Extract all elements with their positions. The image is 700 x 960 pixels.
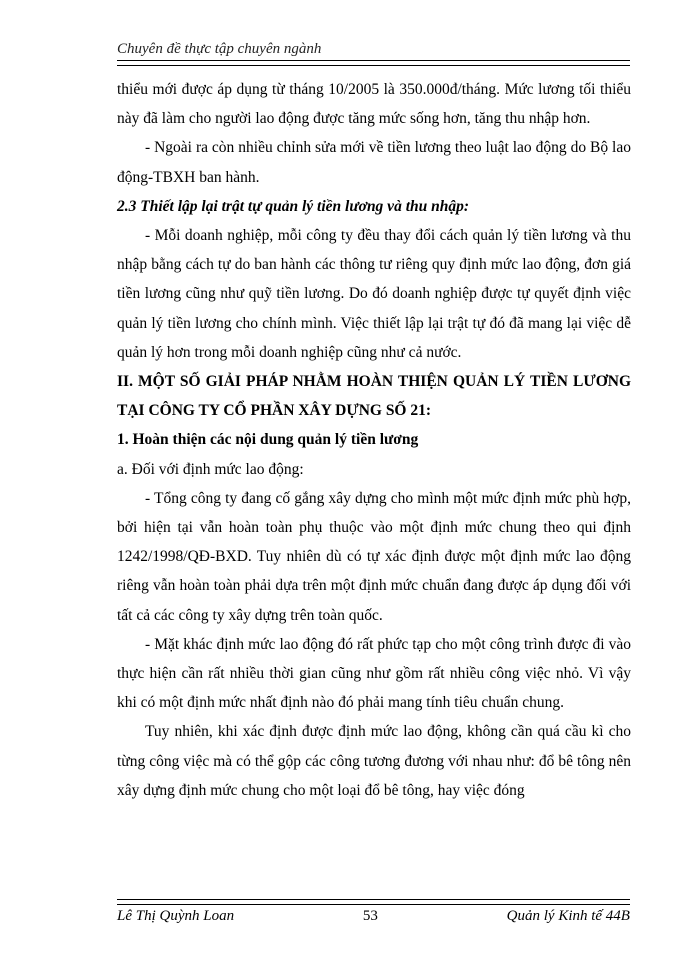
paragraph-continuation: thiểu mới được áp dụng từ tháng 10/2005 là 350.000đ/tháng. Mức lương tối thiểu này đã làm cho người lao động được tăng mức sống hơn, tăng thu nhập hơn. <box>117 81 631 128</box>
paragraph-labor-law: - Ngoài ra còn nhiều chỉnh sửa mới về tiền lương theo luật lao động do Bộ lao động-TBXH ban hành. <box>117 139 631 186</box>
paragraph-norm-2: - Mặt khác định mức lao động đó rất phức tạp cho một công trình được đi vào thực hiện cần rất nhiều thời gian cũng như gồm rất nhiều công việc nhỏ. Vì vậy khi có một định mức nhất định nào đó phải mang tính tiêu chuẩn chung. <box>117 635 631 712</box>
paragraph-norm-3: Tuy nhiên, khi xác định được định mức lao động, không cần quá cầu kì cho từng công việc mà có thể gộp các công tương đương với nhau như: đổ bê tông nên xây dựng định mức chung cho một loại đổ bê tông, hay việc đóng <box>117 723 631 799</box>
paragraph-norm-1: - Tổng công ty đang cố gắng xây dựng cho mình một mức định mức phù hợp, bởi hiện tại vẫn hoàn toàn phụ thuộc vào một định mức chung theo qui định 1242/1998/QĐ-BXD. Tuy nhiên dù có tự xác định được một định mức lao động riêng vẫn hoàn toàn phải dựa trên một định mức chuẩn đang được áp dụng đối với tất cả các công ty xây dựng trên toàn quốc. <box>117 489 631 624</box>
section-heading-II: II. MỘT SỐ GIẢI PHÁP NHẰM HOÀN THIỆN QUẢN LÝ TIỀN LƯƠNG TẠI CÔNG TY CỔ PHẦN XÂY DỰNG SỐ 21: <box>117 373 631 420</box>
footer-class: Quản lý Kinh tế 44B <box>506 908 630 924</box>
section-heading-2-3: 2.3 Thiết lập lại trật tự quản lý tiền lương và thu nhập: <box>117 197 470 215</box>
section-heading-1: 1. Hoàn thiện các nội dung quản lý tiền lương <box>117 431 419 449</box>
header-rule <box>117 60 630 66</box>
page-number: 53 <box>362 908 378 924</box>
footer-author: Lê Thị Quỳnh Loan <box>117 908 235 924</box>
paragraph-enterprise-management: - Mỗi doanh nghiệp, mỗi công ty đều thay đổi cách quản lý tiền lương và thu nhập bằng cách tự do ban hành các thông tư riêng quy định mức lao động, đơn giá tiền lương cũng như quỹ tiền lương. Do đó doanh nghiệp được tự quyết định việc quản lý tiền lương cho chính mình. Việc thiết lập lại trật tự đó đã mang lại việc dễ quản lý hơn trong mỗi doanh nghiệp cũng như cả nước. <box>117 227 631 361</box>
subheading-a: a. Đối với định mức lao động: <box>117 460 304 478</box>
header-title: Chuyên đề thực tập chuyên ngành <box>117 41 322 57</box>
page-footer <box>117 897 630 925</box>
document-body <box>117 75 631 805</box>
page-header <box>117 40 630 66</box>
footer-rule <box>117 899 630 905</box>
